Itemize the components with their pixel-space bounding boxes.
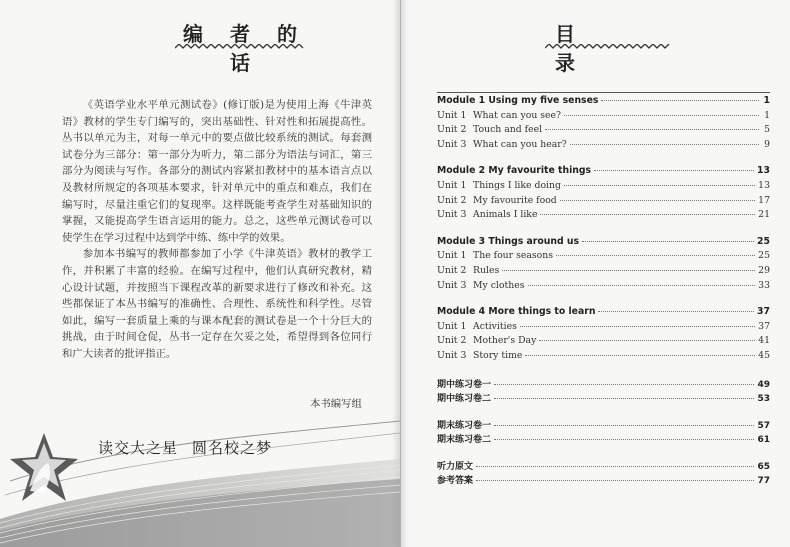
preface-signature: 本书编写组 [310, 398, 362, 410]
toc-midterm-2[interactable]: 期中练习卷二 53 [437, 394, 770, 405]
slogan [98, 437, 272, 458]
table-of-contents [437, 95, 770, 488]
toc-top-rule [437, 92, 770, 93]
toc-midterm-1[interactable]: 期中练习卷一 49 [437, 379, 770, 390]
toc-entry[interactable]: Unit 1 The four seasons 25 [437, 250, 770, 262]
toc-entry[interactable]: Unit 3 My clothes 33 [437, 279, 770, 291]
toc-entry[interactable]: Unit 2 My favourite food 17 [437, 194, 770, 206]
preface-heading: 编 者 的 话 [183, 22, 307, 75]
toc-entry[interactable]: Unit 3 What can you hear? 9 [437, 138, 770, 150]
toc-module-4[interactable]: Module 4 More things to learn 37 [437, 306, 770, 318]
zigzag-ornament-left [175, 44, 305, 52]
toc-module-2[interactable]: Module 2 My favourite things 13 [437, 165, 770, 177]
toc-entry[interactable]: Unit 2 Touch and feel 5 [437, 124, 770, 136]
toc-module-3[interactable]: Module 3 Things around us 25 [437, 235, 770, 247]
slogan-part-2: 圆名校之梦 [192, 439, 273, 457]
toc-heading: 目 录 [555, 22, 597, 75]
toc-final-1[interactable]: 期末练习卷一 57 [437, 420, 770, 431]
toc-entry[interactable]: Unit 1 What can you see? 1 [437, 109, 770, 121]
preface-text [62, 97, 372, 363]
preface-paragraph-2: 参加本书编写的教师都参加了小学《牛津英语》教材的教学工作，并积累了丰富的经验。在编写过程中，他们认真研究教材，精心设计试题，并按照当下课程改革的新要求进行了修改和补充。这些都保证了本丛书编写的准确性、合理性、系统性和科学性。尽管如此，编写一套质量上乘的与课本配套的测试卷是一个十分巨大的挑战，由于时间仓促，丛书一定存在欠妥之处，希望得到各位同行和广大读者的批评指正。 [62, 248, 372, 360]
toc-listening-scripts[interactable]: 听力原文 65 [437, 461, 770, 472]
toc-answer-key[interactable]: 参考答案 77 [437, 476, 770, 487]
toc-entry[interactable]: Unit 2 Rules 29 [437, 264, 770, 276]
zigzag-ornament-right [545, 44, 670, 52]
slogan-part-1: 读交大之星 [98, 439, 179, 457]
toc-module-1[interactable]: Module 1 Using my five senses 1 [437, 95, 770, 106]
preface-paragraph-1: 《英语学业水平单元测试卷》(修订版)是为使用上海《牛津英语》教材的学生专门编写的，突出基础性、针对性和拓展提高性。丛书以单元为主，对每一单元中的要点做比较系统的测试。每套测试卷分为三部分：第一部分为听力，第二部分为语法与词汇，第三部分为阅读与写作。各部分的测试内容紧扣教材中的基本语言点以及教材所规定的各项基本要求，针对单元中的重点和难点，我们在编写时，尽量注重它们的复现率。这样既能考查学生对基础知识的掌握，又能提高学生语言运用的能力。总之，这些单元测试卷可以使学生在学习过程中达到学中练、练中学的效果。 [62, 99, 372, 244]
toc-entry[interactable]: Unit 1 Things I like doing 13 [437, 179, 770, 191]
toc-entry[interactable]: Unit 2 Mother's Day 41 [437, 335, 770, 347]
toc-entry[interactable]: Unit 3 Story time 45 [437, 349, 770, 361]
toc-entry[interactable]: Unit 3 Animals I like 21 [437, 209, 770, 221]
toc-final-2[interactable]: 期末练习卷二 61 [437, 435, 770, 446]
toc-entry[interactable]: Unit 1 Activities 37 [437, 320, 770, 332]
star-swoosh-banner [0, 415, 400, 547]
